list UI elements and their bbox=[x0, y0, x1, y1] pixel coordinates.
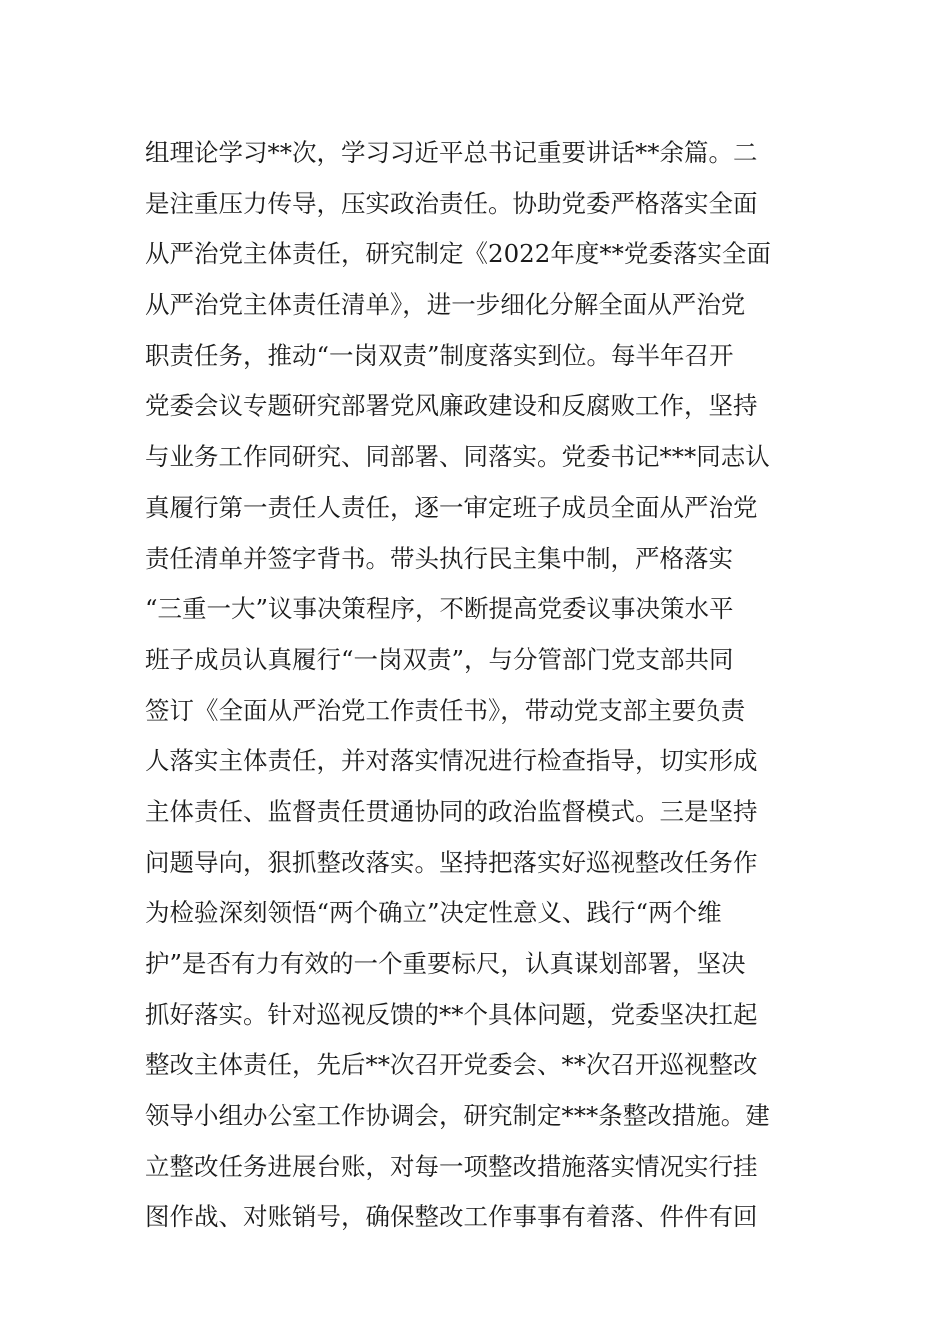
text-line: 主体责任、监督责任贯通协同的政治监督模式。三是坚持 bbox=[145, 796, 758, 826]
text-line: 护”是否有力有效的一个重要标尺，认真谋划部署，坚决 bbox=[145, 949, 746, 978]
text-line: 职责任务，推动“一岗双责”制度落实到位。每半年召开 bbox=[145, 340, 734, 370]
text-line: 立整改任务进展台账，对每一项整改措施落实情况实行挂 bbox=[145, 1151, 758, 1181]
text-line: 责任清单并签字背书。带头执行民主集中制，严格落实 bbox=[145, 543, 733, 573]
text-line: 是注重压力传导，压实政治责任。协助党委严格落实全面 bbox=[145, 188, 758, 218]
text-line: 整改主体责任，先后**次召开党委会、**次召开巡视整改 bbox=[145, 1050, 758, 1080]
text-line: 党委会议专题研究部署党风廉政建设和反腐败工作，坚持 bbox=[145, 391, 758, 421]
text-line: 领导小组办公室工作协调会，研究制定***条整改措施。建 bbox=[145, 1101, 770, 1131]
text-line: 抓好落实。针对巡视反馈的**个具体问题，党委坚决扛起 bbox=[145, 999, 758, 1029]
text-line: 问题导向，狠抓整改落实。坚持把落实好巡视整改任务作 bbox=[145, 847, 758, 877]
text-line: 图作战、对账销号，确保整改工作事事有着落、件件有回 bbox=[145, 1202, 758, 1232]
text-line: 从严治党主体责任，研究制定《2022年度**党委落实全面 bbox=[145, 239, 771, 269]
text-line: 与业务工作同研究、同部署、同落实。党委书记***同志认 bbox=[145, 442, 770, 472]
text-line: 人落实主体责任，并对落实情况进行检查指导，切实形成 bbox=[145, 746, 758, 776]
body-text bbox=[145, 128, 815, 1243]
text-line: 签订《全面从严治党工作责任书》，带动党支部主要负责 bbox=[145, 695, 746, 725]
text-line: “三重一大”议事决策程序，不断提高党委议事决策水平 bbox=[145, 594, 734, 624]
text-line: 为检验深刻领悟“两个确立”决定性意义、践行“两个维 bbox=[145, 898, 722, 928]
text-line: 班子成员认真履行“一岗双责”，与分管部门党支部共同 bbox=[145, 644, 734, 674]
text-line: 从严治党主体责任清单》，进一步细化分解全面从严治党 bbox=[145, 290, 746, 320]
text-line: 真履行第一责任人责任，逐一审定班子成员全面从严治党 bbox=[145, 492, 758, 522]
text-line: 组理论学习**次，学习习近平总书记重要讲话**余篇。二 bbox=[145, 138, 758, 167]
